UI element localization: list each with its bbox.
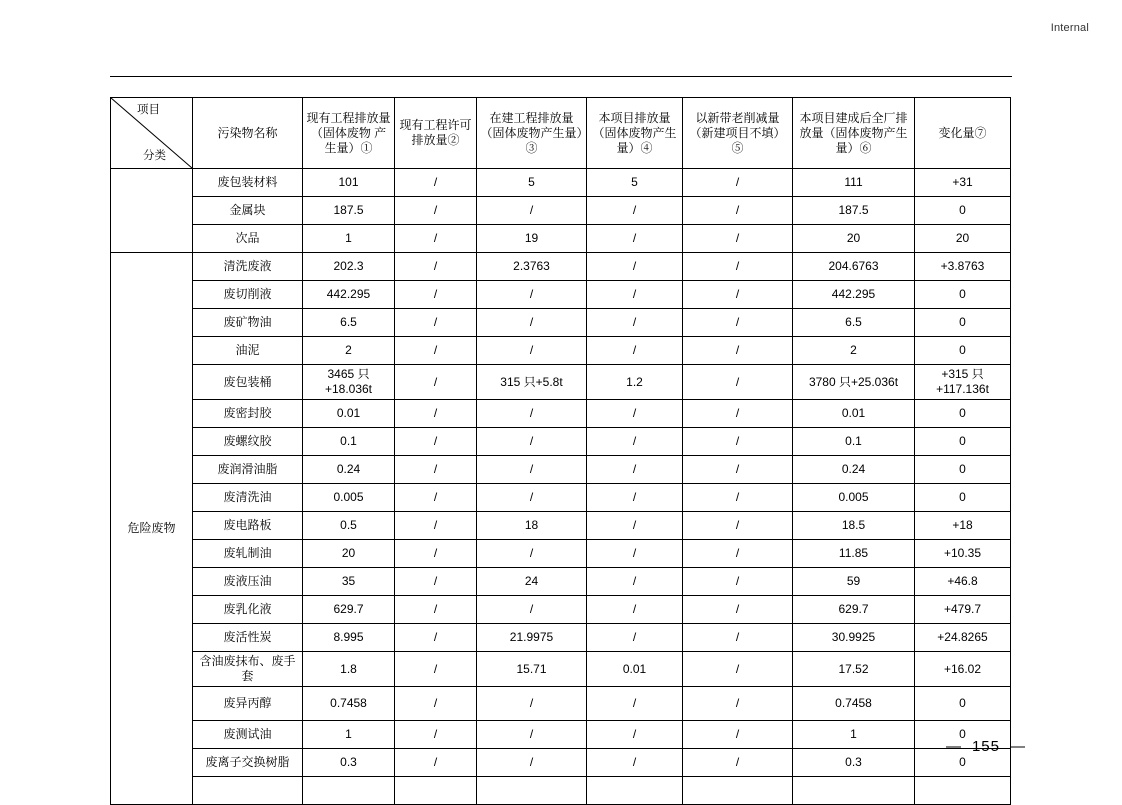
row-label: 废乳化液 (193, 596, 303, 624)
cell-under-construction: 5 (477, 169, 587, 197)
cell-existing-permit: / (395, 456, 477, 484)
cell-total-after: 6.5 (793, 309, 915, 337)
cell-reduction: / (683, 169, 793, 197)
row-label: 废电路板 (193, 512, 303, 540)
cell-existing-permit: / (395, 721, 477, 749)
cell-existing-permit: / (395, 652, 477, 687)
cell-reduction (683, 777, 793, 805)
cell-under-construction: / (477, 281, 587, 309)
cell-under-construction: / (477, 484, 587, 512)
header-col-change: 变化量⑦ (915, 98, 1011, 169)
cell-under-construction: 18 (477, 512, 587, 540)
cell-change: +46.8 (915, 568, 1011, 596)
cell-total-after: 1 (793, 721, 915, 749)
cell-change: 0 (915, 337, 1011, 365)
table-row (111, 596, 1011, 624)
cell-total-after: 0.24 (793, 456, 915, 484)
table-row (111, 309, 1011, 337)
row-label: 废清洗油 (193, 484, 303, 512)
cell-reduction: / (683, 624, 793, 652)
cell-this-project: 5 (587, 169, 683, 197)
cell-change: 0 (915, 456, 1011, 484)
cell-reduction: / (683, 540, 793, 568)
cell-change: 0 (915, 309, 1011, 337)
table-row (111, 568, 1011, 596)
category-cell-hazardous-waste: 危险废物 (111, 253, 193, 805)
cell-under-construction: / (477, 337, 587, 365)
cell-total-after: 187.5 (793, 197, 915, 225)
cell-reduction: / (683, 652, 793, 687)
cell-reduction: / (683, 687, 793, 721)
cell-existing-permit: / (395, 309, 477, 337)
cell-existing-emission (303, 777, 395, 805)
cell-existing-permit: / (395, 568, 477, 596)
table-row (111, 253, 1011, 281)
header-rule (110, 76, 1012, 77)
pollutant-emission-table (110, 97, 1010, 805)
cell-change (915, 777, 1011, 805)
cell-under-construction: / (477, 309, 587, 337)
table-row (111, 365, 1011, 400)
cell-total-after: 2 (793, 337, 915, 365)
header-col-pollutant-name: 污染物名称 (193, 98, 303, 169)
table-row (111, 197, 1011, 225)
cell-existing-emission: 101 (303, 169, 395, 197)
header-col-under-construction: 在建工程排放量（固体废物产生量）③ (477, 98, 587, 169)
cell-existing-permit: / (395, 512, 477, 540)
cell-reduction: / (683, 281, 793, 309)
cell-existing-permit: / (395, 624, 477, 652)
cell-existing-permit: / (395, 540, 477, 568)
cell-reduction: / (683, 253, 793, 281)
cell-existing-emission: 35 (303, 568, 395, 596)
cell-existing-emission: 1 (303, 225, 395, 253)
table-row (111, 512, 1011, 540)
cell-change: +24.8265 (915, 624, 1011, 652)
cell-this-project: / (587, 253, 683, 281)
cell-reduction: / (683, 568, 793, 596)
header-col-existing-permit: 现有工程许可排放量② (395, 98, 477, 169)
cell-under-construction: / (477, 687, 587, 721)
cell-under-construction: / (477, 197, 587, 225)
cell-change: +16.02 (915, 652, 1011, 687)
cell-reduction: / (683, 456, 793, 484)
table-row (111, 400, 1011, 428)
cell-existing-emission: 202.3 (303, 253, 395, 281)
cell-total-after: 0.1 (793, 428, 915, 456)
cell-under-construction: / (477, 540, 587, 568)
cell-reduction: / (683, 225, 793, 253)
page-number-value: 155 (971, 738, 1000, 755)
cell-existing-permit: / (395, 197, 477, 225)
cell-existing-emission: 1 (303, 721, 395, 749)
cell-existing-permit: / (395, 596, 477, 624)
cell-total-after: 0.3 (793, 749, 915, 777)
row-label: 废轧制油 (193, 540, 303, 568)
cell-change: +18 (915, 512, 1011, 540)
cell-under-construction: 315 只+5.8t (477, 365, 587, 400)
cell-reduction: / (683, 484, 793, 512)
cell-existing-emission: 8.995 (303, 624, 395, 652)
cell-under-construction: / (477, 428, 587, 456)
cell-existing-permit: / (395, 687, 477, 721)
cell-under-construction: 19 (477, 225, 587, 253)
cell-change: +479.7 (915, 596, 1011, 624)
cell-this-project: / (587, 225, 683, 253)
cell-this-project: / (587, 281, 683, 309)
cell-change: 0 (915, 687, 1011, 721)
cell-total-after: 30.9925 (793, 624, 915, 652)
cell-under-construction: / (477, 400, 587, 428)
cell-reduction: / (683, 197, 793, 225)
cell-change: +3.8763 (915, 253, 1011, 281)
cell-existing-emission: 0.01 (303, 400, 395, 428)
table-row (111, 540, 1011, 568)
cell-reduction: / (683, 428, 793, 456)
cell-reduction: / (683, 596, 793, 624)
table-row (111, 281, 1011, 309)
row-label: 清洗废液 (193, 253, 303, 281)
header-corner-top-label: 项目 (137, 104, 160, 116)
cell-existing-permit: / (395, 253, 477, 281)
cell-under-construction: 21.9975 (477, 624, 587, 652)
cell-total-after: 20 (793, 225, 915, 253)
cell-this-project: / (587, 428, 683, 456)
cell-total-after: 0.7458 (793, 687, 915, 721)
cell-this-project: / (587, 456, 683, 484)
cell-total-after: 204.6763 (793, 253, 915, 281)
row-label: 废矿物油 (193, 309, 303, 337)
cell-change: 0 (915, 721, 1011, 749)
cell-total-after: 17.52 (793, 652, 915, 687)
cell-reduction: / (683, 365, 793, 400)
cell-reduction: / (683, 721, 793, 749)
cell-change: 0 (915, 428, 1011, 456)
cell-change: +31 (915, 169, 1011, 197)
cell-existing-emission: 442.295 (303, 281, 395, 309)
cell-this-project: / (587, 596, 683, 624)
cell-total-after: 3780 只+25.036t (793, 365, 915, 400)
cell-this-project: / (587, 484, 683, 512)
cell-change: +10.35 (915, 540, 1011, 568)
table-row (111, 225, 1011, 253)
cell-total-after: 0.01 (793, 400, 915, 428)
table-row (111, 624, 1011, 652)
cell-existing-permit: / (395, 365, 477, 400)
cell-under-construction: 24 (477, 568, 587, 596)
table-body (111, 169, 1011, 805)
cell-total-after (793, 777, 915, 805)
cell-total-after: 111 (793, 169, 915, 197)
cell-existing-permit: / (395, 169, 477, 197)
cell-this-project: 1.2 (587, 365, 683, 400)
cell-reduction: / (683, 309, 793, 337)
header-col-this-project: 本项目排放量（固体废物产生量）④ (587, 98, 683, 169)
cell-existing-emission: 0.7458 (303, 687, 395, 721)
cell-existing-permit: / (395, 281, 477, 309)
cell-total-after: 0.005 (793, 484, 915, 512)
table-row (111, 484, 1011, 512)
cell-under-construction: 2.3763 (477, 253, 587, 281)
cell-existing-emission: 0.5 (303, 512, 395, 540)
table-row (111, 337, 1011, 365)
cell-this-project: / (587, 309, 683, 337)
header-col-existing-emission: 现有工程排放量（固体废物 产生量）① (303, 98, 395, 169)
table-row (111, 687, 1011, 721)
row-label: 次品 (193, 225, 303, 253)
internal-watermark: Internal (1050, 22, 1089, 34)
row-label: 废密封胶 (193, 400, 303, 428)
header-col-total-after: 本项目建成后全厂排放量（固体废物产生量）⑥ (793, 98, 915, 169)
cell-this-project: / (587, 721, 683, 749)
table-row (111, 721, 1011, 749)
cell-total-after: 18.5 (793, 512, 915, 540)
category-cell-group1 (111, 169, 193, 253)
cell-change: 0 (915, 281, 1011, 309)
row-label: 废螺纹胶 (193, 428, 303, 456)
table-row (111, 456, 1011, 484)
header-corner-bottom-label: 分类 (143, 149, 166, 162)
cell-total-after: 442.295 (793, 281, 915, 309)
row-label: 金属块 (193, 197, 303, 225)
cell-under-construction (477, 777, 587, 805)
row-label: 含油废抹布、废手套 (193, 652, 303, 687)
cell-this-project: / (587, 624, 683, 652)
cell-reduction: / (683, 512, 793, 540)
cell-existing-permit: / (395, 337, 477, 365)
cell-total-after: 59 (793, 568, 915, 596)
cell-existing-permit: / (395, 428, 477, 456)
page-dash-left: — (945, 738, 962, 755)
table-header-row (111, 98, 1011, 169)
row-label: 废切削液 (193, 281, 303, 309)
row-label: 废测试油 (193, 721, 303, 749)
cell-existing-emission: 0.1 (303, 428, 395, 456)
row-label: 废离子交换树脂 (193, 749, 303, 777)
cell-existing-permit: / (395, 749, 477, 777)
cell-reduction: / (683, 400, 793, 428)
cell-existing-emission: 2 (303, 337, 395, 365)
cell-existing-emission: 0.3 (303, 749, 395, 777)
row-label: 废活性炭 (193, 624, 303, 652)
cell-existing-emission: 6.5 (303, 309, 395, 337)
table-row (111, 749, 1011, 777)
row-label: 废液压油 (193, 568, 303, 596)
cell-this-project (587, 777, 683, 805)
page-dash-right: — (1010, 738, 1026, 755)
table-row (111, 777, 1011, 805)
cell-reduction: / (683, 337, 793, 365)
cell-reduction: / (683, 749, 793, 777)
cell-change: +315 只 +117.136t (915, 365, 1011, 400)
cell-under-construction: / (477, 721, 587, 749)
row-label: 废包装桶 (193, 365, 303, 400)
cell-this-project: / (587, 687, 683, 721)
cell-total-after: 629.7 (793, 596, 915, 624)
cell-under-construction: 15.71 (477, 652, 587, 687)
cell-this-project: / (587, 337, 683, 365)
cell-this-project: / (587, 749, 683, 777)
cell-existing-emission: 0.24 (303, 456, 395, 484)
header-col-reduction: 以新带老削减量（新建项目不填）⑤ (683, 98, 793, 169)
cell-under-construction: / (477, 596, 587, 624)
cell-this-project: / (587, 400, 683, 428)
cell-existing-emission: 187.5 (303, 197, 395, 225)
cell-existing-emission: 3465 只 +18.036t (303, 365, 395, 400)
cell-change: 0 (915, 749, 1011, 777)
cell-under-construction: / (477, 456, 587, 484)
cell-change: 0 (915, 484, 1011, 512)
cell-change: 0 (915, 197, 1011, 225)
table-row (111, 428, 1011, 456)
cell-existing-emission: 0.005 (303, 484, 395, 512)
cell-this-project: 0.01 (587, 652, 683, 687)
cell-this-project: / (587, 568, 683, 596)
cell-this-project: / (587, 540, 683, 568)
cell-under-construction: / (477, 749, 587, 777)
cell-this-project: / (587, 512, 683, 540)
row-label: 废润滑油脂 (193, 456, 303, 484)
cell-change: 0 (915, 400, 1011, 428)
row-label (193, 777, 303, 805)
cell-existing-emission: 629.7 (303, 596, 395, 624)
cell-this-project: / (587, 197, 683, 225)
table-row (111, 652, 1011, 687)
cell-existing-permit: / (395, 484, 477, 512)
cell-existing-emission: 20 (303, 540, 395, 568)
row-label: 废包装材料 (193, 169, 303, 197)
cell-existing-permit (395, 777, 477, 805)
page-number (936, 738, 1036, 755)
cell-total-after: 11.85 (793, 540, 915, 568)
header-corner-cell (111, 98, 193, 169)
cell-existing-permit: / (395, 400, 477, 428)
cell-existing-emission: 1.8 (303, 652, 395, 687)
cell-change: 20 (915, 225, 1011, 253)
cell-existing-permit: / (395, 225, 477, 253)
row-label: 油泥 (193, 337, 303, 365)
row-label: 废异丙醇 (193, 687, 303, 721)
table-row (111, 169, 1011, 197)
